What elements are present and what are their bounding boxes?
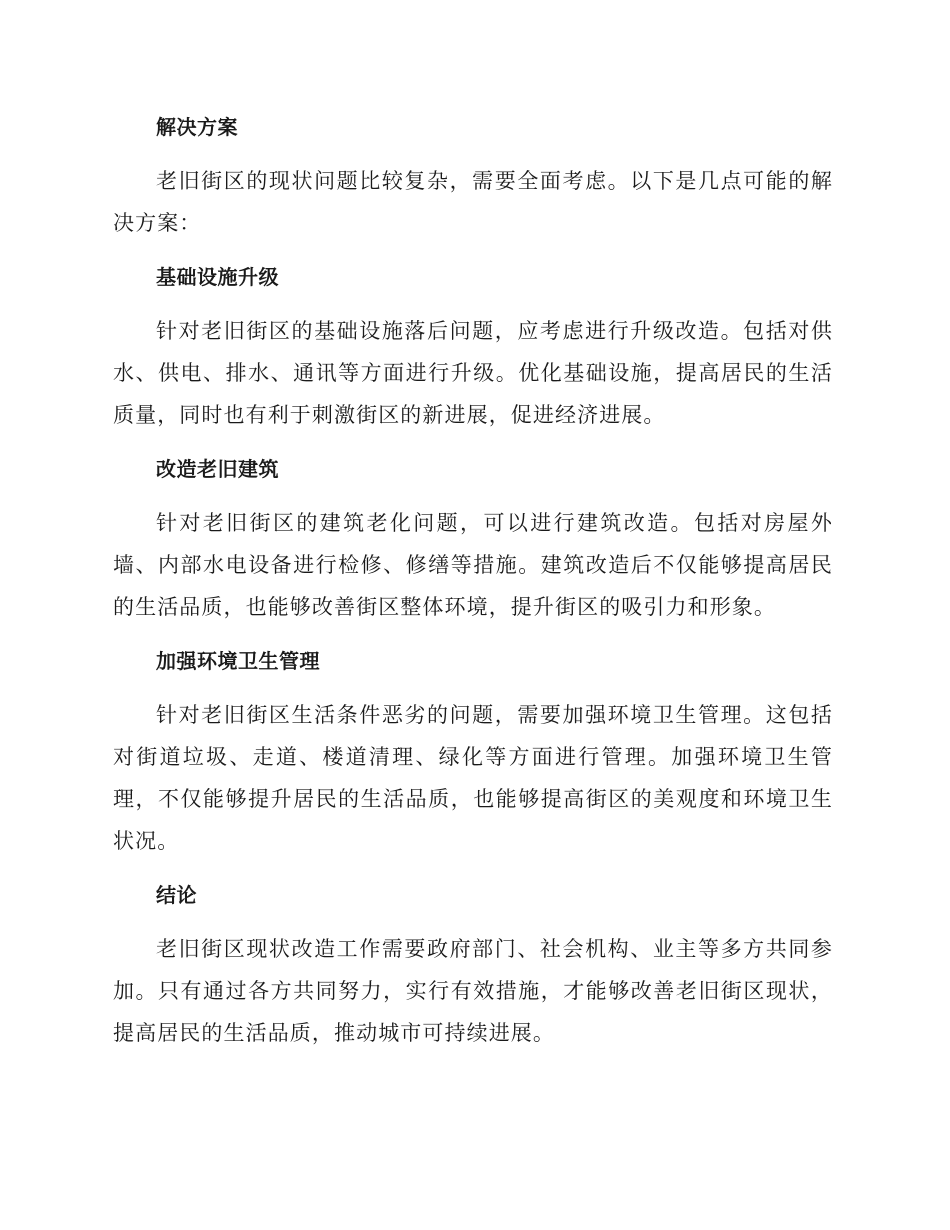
section-heading: 解决方案	[156, 115, 238, 139]
document-page	[113, 106, 833, 1054]
section-sanitation-management	[113, 640, 833, 874]
section-paragraph: 针对老旧街区的建筑老化问题，可以进行建筑改造。包括对房屋外墙、内部水电设备进行检修、修缮等措施。建筑改造后不仅能够提高居民的生活品质，也能够改善街区整体环境，提升街区的吸引力和形象。	[113, 511, 833, 619]
section-heading: 基础设施升级	[156, 265, 279, 289]
section-paragraph: 针对老旧街区生活条件恶劣的问题，需要加强环境卫生管理。这包括对街道垃圾、走道、楼道清理、绿化等方面进行管理。加强环境卫生管理，不仅能够提升居民的生活品质，也能够提高街区的美观度和环境卫生状况。	[113, 703, 833, 853]
section-heading: 改造老旧建筑	[156, 457, 279, 481]
section-conclusion	[113, 874, 833, 1054]
section-paragraph: 老旧街区的现状问题比较复杂，需要全面考虑。以下是几点可能的解决方案：	[113, 169, 833, 235]
section-heading: 加强环境卫生管理	[156, 649, 320, 673]
section-heading: 结论	[156, 883, 197, 907]
section-infrastructure-upgrade	[113, 256, 833, 448]
section-renovate-old-buildings	[113, 448, 833, 640]
section-paragraph: 针对老旧街区的基础设施落后问题，应考虑进行升级改造。包括对供水、供电、排水、通讯等方面进行升级。优化基础设施，提高居民的生活质量，同时也有利于刺激街区的新进展，促进经济进展。	[113, 319, 833, 427]
section-solutions	[113, 106, 833, 256]
section-paragraph: 老旧街区现状改造工作需要政府部门、社会机构、业主等多方共同参加。只有通过各方共同努力，实行有效措施，才能够改善老旧街区现状，提高居民的生活品质，推动城市可持续进展。	[113, 937, 833, 1045]
